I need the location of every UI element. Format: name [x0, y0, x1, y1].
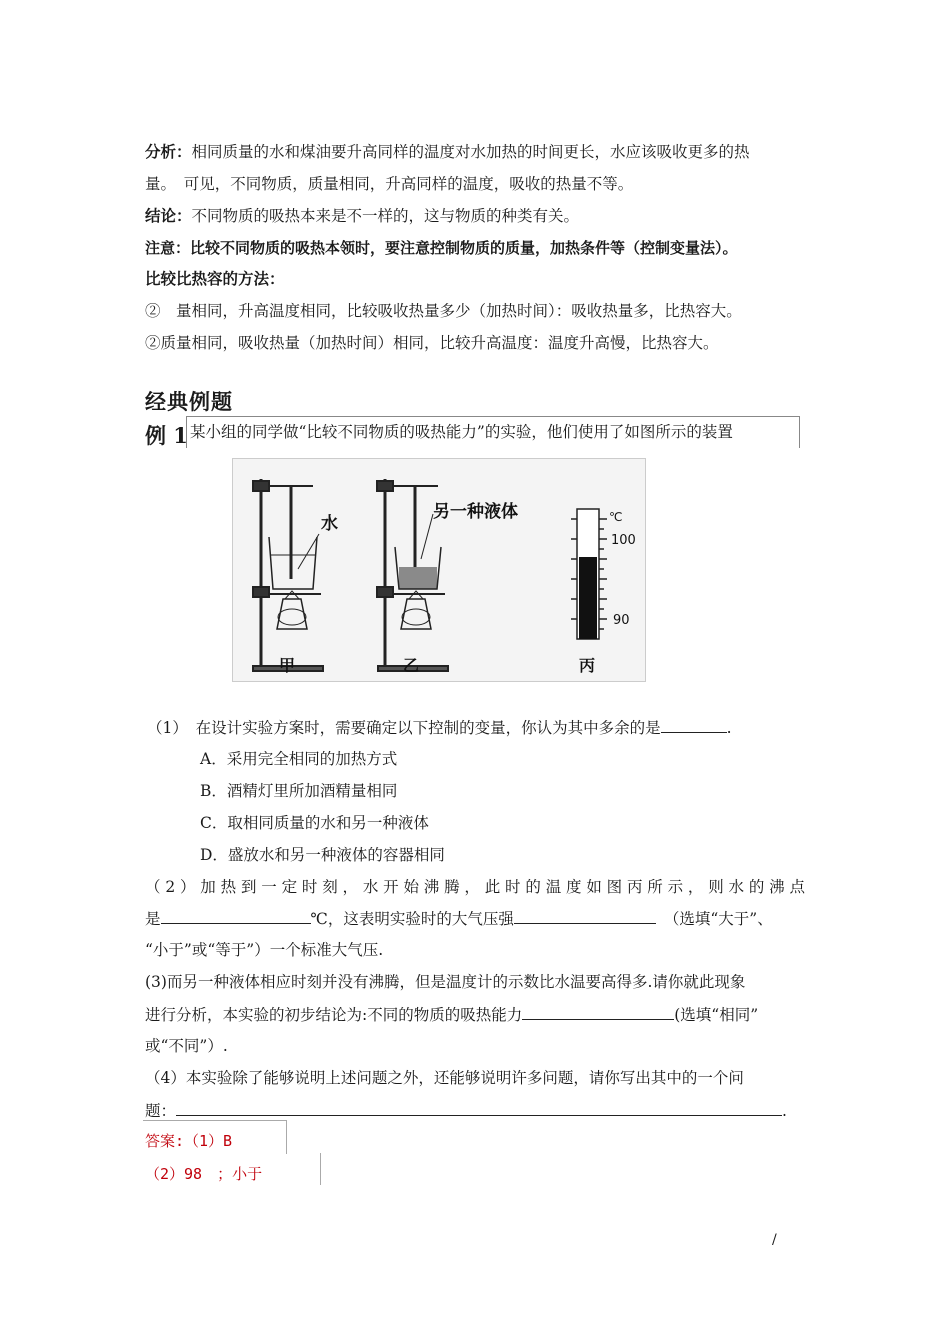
q4-post: .: [782, 1102, 787, 1120]
fig-label-jia: 甲: [279, 656, 296, 675]
q3-post: (选填“相同”: [674, 1006, 759, 1024]
conclusion-text: 不同物质的吸热本来是不一样的，这与物质的种类有关。: [191, 207, 580, 225]
method-item-1: ② 量相同，升高温度相同，比较吸收热量多少（加热时间）：吸收热量多，比热容大。: [145, 302, 742, 320]
analysis-line-1: [145, 141, 750, 163]
q2-pre: 是: [145, 910, 161, 928]
thermometer-unit: ℃: [609, 510, 623, 524]
q2-line-3: “小于”或“等于”）一个标准大气压.: [145, 941, 384, 959]
answer-line-1: 答案:（1）B: [145, 1132, 233, 1150]
q1-option-c: C．取相同质量的水和另一种液体: [200, 814, 429, 832]
fig-label-other-liquid: 另一种液体: [433, 502, 518, 522]
method-title: 比较比热容的方法：: [145, 269, 285, 288]
q1-answer-blank[interactable]: [661, 716, 727, 733]
q1-suffix: .: [726, 719, 732, 737]
example-stem: 某小组的同学做“比较不同物质的吸热能力”的实验，他们使用了如图所示的装置: [186, 416, 800, 448]
answer-line-2: （2）98 ；小于: [145, 1165, 263, 1183]
q3-line-3: 或“不同”）.: [145, 1037, 228, 1055]
q1-option-b: B．酒精灯里所加酒精量相同: [200, 782, 398, 800]
q1-option-a: A．采用完全相同的加热方式: [200, 750, 398, 768]
fig-label-water: 水: [321, 514, 338, 534]
q2-mid: ℃，这表明实验时的大气压强: [310, 910, 514, 928]
q1-prefix: （1） 在设计实验方案时，需要确定以下控制的变量，你认为其中多余的是: [147, 719, 661, 737]
thermometer-tick-90: 90: [613, 613, 630, 628]
q1-line: [147, 716, 732, 739]
thermometer-tick-100: 100: [611, 533, 636, 548]
q2-line-1: （2）加热到一定时刻，水开始沸腾，此时的温度如图丙所示，则水的沸点: [145, 878, 805, 896]
q4-line-1: （4）本实验除了能够说明上述问题之外，还能够说明许多问题，请你写出其中的一个问: [145, 1069, 744, 1087]
analysis-line-2: 量。 可见，不同物质，质量相同，升高同样的温度，吸收的热量不等。: [145, 175, 634, 193]
apparatus-figure: [232, 458, 646, 682]
q3-line-1: (3)而另一种液体相应时刻并没有沸腾，但是温度计的示数比水温要高得多.请你就此现象: [145, 973, 746, 991]
q4-line-2: [145, 1099, 787, 1122]
fig-label-bing: 丙: [579, 656, 596, 675]
q2-boiling-point-blank[interactable]: [161, 907, 311, 924]
q2-line-2: [145, 907, 773, 930]
page-mark: /: [772, 1232, 777, 1248]
section-title: 经典例题: [145, 389, 233, 414]
conclusion-line: [145, 205, 579, 227]
method-item-2: ②质量相同，吸收热量（加热时间）相同，比较升高温度：温度升高慢，比热容大。: [145, 334, 719, 352]
conclusion-label: 结论：: [145, 206, 192, 225]
analysis-label: 分析：: [145, 142, 192, 161]
note-line: 注意：比较不同物质的吸热本领时，要注意控制物质的质量，加热条件等（控制变量法）。: [145, 239, 738, 257]
q4-answer-blank[interactable]: [176, 1099, 782, 1116]
q4-pre: 题：: [145, 1102, 177, 1120]
q3-line-2: [145, 1003, 758, 1026]
q3-pre: 进行分析，本实验的初步结论为:不同的物质的吸热能力: [145, 1006, 523, 1024]
analysis-text-1: 相同质量的水和煤油要升高同样的温度对水加热的时间更长，水应该吸收更多的热: [191, 143, 750, 161]
q2-pressure-blank[interactable]: [514, 907, 656, 924]
q2-post: （选填“大于”、: [663, 910, 773, 928]
q3-ability-blank[interactable]: [522, 1003, 674, 1020]
q1-option-d: D．盛放水和另一种液体的容器相同: [200, 846, 445, 864]
example-label: 例 1: [145, 423, 188, 448]
fig-label-yi: 乙: [403, 656, 420, 675]
